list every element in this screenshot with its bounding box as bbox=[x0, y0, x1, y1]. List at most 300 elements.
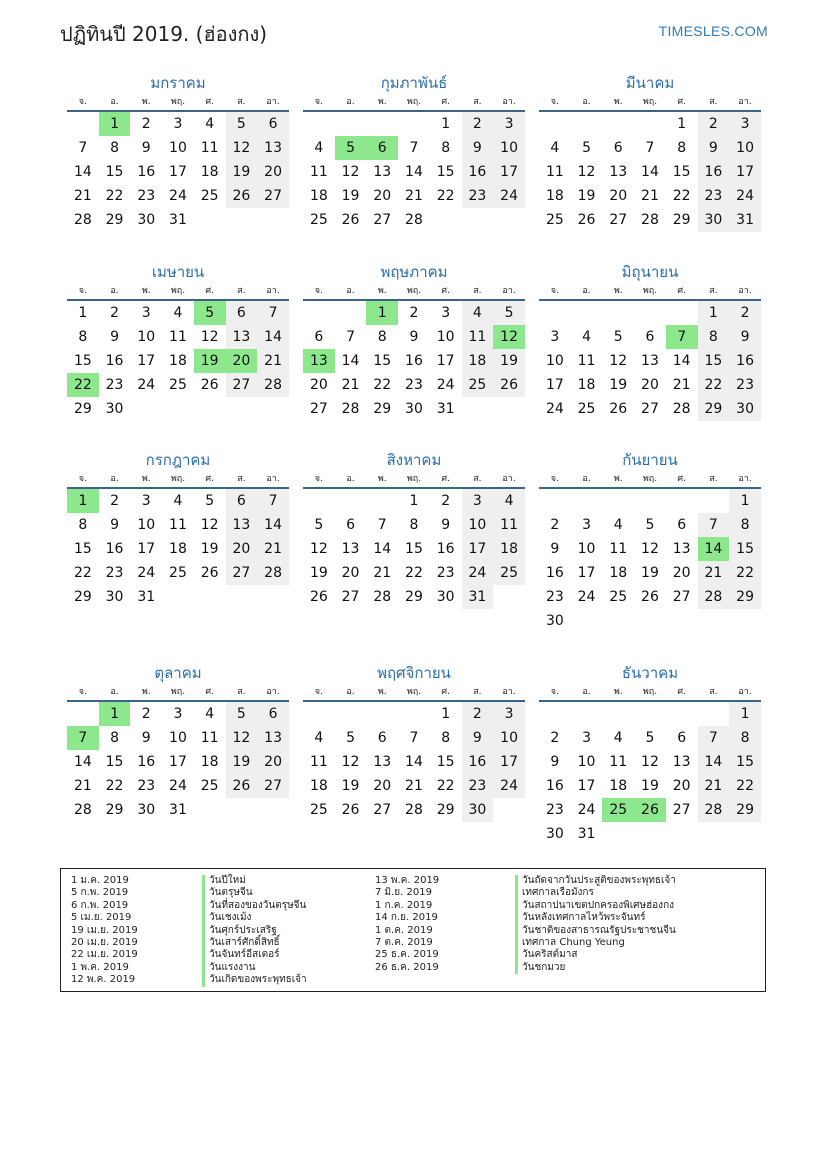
weekday-label: พฤ. bbox=[406, 97, 422, 107]
day-cell: 14 bbox=[73, 754, 92, 770]
weekday-label: พฤ. bbox=[170, 474, 186, 484]
day-cell: 18 bbox=[609, 778, 628, 794]
day-cell: 11 bbox=[493, 513, 525, 537]
day-cell: 13 bbox=[226, 325, 258, 349]
day-cell: 17 bbox=[436, 353, 455, 369]
brand-link[interactable]: TIMESLES.COM bbox=[658, 23, 768, 39]
day-cell: 8 bbox=[729, 726, 761, 750]
day-cell: 28 bbox=[257, 373, 289, 397]
day-cell: 11 bbox=[609, 541, 628, 557]
day-cell: 5 bbox=[582, 140, 592, 156]
day-cell: 4 bbox=[462, 301, 494, 325]
day-cell: 1 bbox=[729, 489, 761, 513]
day-cell: 11 bbox=[200, 730, 219, 746]
day-cell: 15 bbox=[373, 353, 392, 369]
day-cell: 22 bbox=[436, 778, 455, 794]
day-cell: 3 bbox=[550, 329, 560, 345]
day-cell: 25 bbox=[200, 188, 219, 204]
day-cell: 26 bbox=[609, 401, 628, 417]
day-cell: 18 bbox=[200, 164, 219, 180]
day-cell: 1 bbox=[67, 489, 99, 513]
day-cell: 4 bbox=[493, 489, 525, 513]
empty-cell bbox=[666, 702, 698, 726]
day-cell: 25 bbox=[309, 802, 328, 818]
day-cell: 30 bbox=[698, 208, 730, 232]
weekday-label: อ. bbox=[110, 474, 119, 484]
day-cell: 3 bbox=[582, 517, 592, 533]
month-block bbox=[67, 261, 289, 421]
day-cell: 30 bbox=[462, 798, 494, 822]
month-name: ตุลาคม bbox=[154, 664, 202, 682]
weekday-label: ศ. bbox=[441, 474, 450, 484]
day-cell: 7 bbox=[257, 489, 289, 513]
empty-cell bbox=[571, 112, 603, 136]
legend-date: 1 ต.ค. 2019 bbox=[375, 924, 433, 936]
legend-date: 1 ก.ค. 2019 bbox=[375, 899, 433, 911]
day-cell: 20 bbox=[309, 377, 328, 393]
legend-date: 7 ต.ค. 2019 bbox=[375, 936, 433, 948]
day-cell: 26 bbox=[226, 774, 258, 798]
empty-cell bbox=[67, 112, 99, 136]
empty-cell bbox=[602, 301, 634, 325]
day-cell: 28 bbox=[672, 401, 691, 417]
day-cell: 1 bbox=[441, 116, 451, 132]
day-cell: 29 bbox=[73, 401, 92, 417]
legend-date: 5 ก.พ. 2019 bbox=[71, 887, 129, 899]
day-cell: 14 bbox=[257, 325, 289, 349]
day-cell: 17 bbox=[577, 565, 596, 581]
day-cell: 6 bbox=[677, 730, 687, 746]
day-cell: 18 bbox=[577, 377, 596, 393]
day-cell: 6 bbox=[257, 702, 289, 726]
day-cell: 31 bbox=[436, 401, 455, 417]
weekday-header bbox=[539, 94, 761, 112]
day-cell: 16 bbox=[462, 750, 494, 774]
day-cell: 24 bbox=[493, 774, 525, 798]
day-cell: 20 bbox=[226, 537, 258, 561]
day-cell: 9 bbox=[409, 329, 419, 345]
day-cell: 23 bbox=[729, 373, 761, 397]
day-cell: 14 bbox=[672, 353, 691, 369]
day-cell: 1 bbox=[441, 706, 451, 722]
day-cell: 21 bbox=[405, 188, 423, 204]
day-cell: 19 bbox=[577, 188, 596, 204]
day-cell: 6 bbox=[226, 489, 258, 513]
weekday-header bbox=[539, 283, 761, 301]
day-cell: 14 bbox=[73, 164, 92, 180]
day-cell: 27 bbox=[672, 802, 691, 818]
day-cell: 27 bbox=[257, 774, 289, 798]
legend-date: 19 เม.ย. 2019 bbox=[71, 924, 138, 936]
day-cell: 11 bbox=[169, 329, 187, 345]
weekday-label: พฤ. bbox=[406, 474, 422, 484]
day-cell: 22 bbox=[436, 188, 455, 204]
empty-cell bbox=[67, 702, 99, 726]
day-cell: 5 bbox=[613, 329, 623, 345]
day-cell: 16 bbox=[545, 565, 564, 581]
weekday-label: พฤ. bbox=[642, 286, 658, 296]
day-cell: 27 bbox=[641, 401, 659, 417]
weekday-label: พ. bbox=[613, 286, 623, 296]
day-cell: 7 bbox=[67, 726, 99, 750]
day-cell: 8 bbox=[78, 517, 88, 533]
day-cell: 28 bbox=[698, 585, 730, 609]
day-cell: 4 bbox=[173, 305, 183, 321]
day-cell: 12 bbox=[577, 164, 596, 180]
weekday-header bbox=[539, 684, 761, 702]
day-cell: 15 bbox=[405, 541, 423, 557]
weekday-label: ส. bbox=[473, 97, 482, 107]
day-cell: 22 bbox=[672, 188, 691, 204]
legend-date: 1 ม.ค. 2019 bbox=[71, 875, 129, 886]
day-cell: 4 bbox=[205, 116, 215, 132]
day-cell: 4 bbox=[205, 706, 215, 722]
day-cell: 10 bbox=[436, 329, 455, 345]
day-cell: 20 bbox=[373, 778, 392, 794]
day-cell: 26 bbox=[341, 212, 360, 228]
empty-cell bbox=[303, 702, 335, 726]
day-cell: 24 bbox=[169, 778, 187, 794]
weekday-label: จ. bbox=[550, 286, 559, 296]
weekday-label: ศ. bbox=[441, 687, 450, 697]
day-cell: 19 bbox=[641, 565, 659, 581]
days-grid bbox=[539, 112, 761, 232]
weekday-label: ศ. bbox=[677, 687, 686, 697]
legend-names-col-1 bbox=[202, 875, 307, 987]
day-cell: 5 bbox=[346, 730, 356, 746]
day-cell: 2 bbox=[698, 112, 730, 136]
day-cell: 12 bbox=[341, 754, 360, 770]
weekday-label: อา. bbox=[266, 286, 280, 296]
legend-holiday-name: วันศุกร์ประเสริฐ bbox=[202, 925, 307, 937]
day-cell: 8 bbox=[409, 517, 419, 533]
day-cell: 27 bbox=[672, 589, 691, 605]
day-cell: 23 bbox=[105, 565, 124, 581]
day-cell: 30 bbox=[405, 401, 423, 417]
day-cell: 31 bbox=[462, 585, 494, 609]
day-cell: 25 bbox=[609, 589, 628, 605]
day-cell: 25 bbox=[493, 561, 525, 585]
day-cell: 4 bbox=[613, 517, 623, 533]
day-cell: 17 bbox=[493, 160, 525, 184]
day-cell: 10 bbox=[493, 726, 525, 750]
day-cell: 10 bbox=[577, 541, 596, 557]
day-cell: 30 bbox=[545, 613, 564, 629]
legend-date: 1 พ.ค. 2019 bbox=[71, 961, 129, 973]
day-cell: 5 bbox=[493, 301, 525, 325]
day-cell: 8 bbox=[698, 325, 730, 349]
weekday-label: ส. bbox=[237, 474, 246, 484]
legend-holiday-name: วันชาติของสาธารณรัฐประชาชนจีน bbox=[515, 925, 676, 937]
day-cell: 13 bbox=[226, 513, 258, 537]
weekday-label: จ. bbox=[314, 286, 323, 296]
weekday-label: ศ. bbox=[205, 286, 214, 296]
weekday-label: อา. bbox=[738, 286, 752, 296]
day-cell: 14 bbox=[641, 164, 659, 180]
day-cell: 3 bbox=[493, 112, 525, 136]
day-cell: 7 bbox=[698, 513, 730, 537]
day-cell: 18 bbox=[200, 754, 219, 770]
day-cell: 11 bbox=[309, 164, 328, 180]
day-cell: 25 bbox=[602, 798, 634, 822]
weekday-label: ศ. bbox=[677, 97, 686, 107]
day-cell: 9 bbox=[462, 726, 494, 750]
legend-holiday-name: วันที่สองของวันตรุษจีน bbox=[202, 900, 307, 912]
empty-cell bbox=[303, 301, 335, 325]
day-cell: 23 bbox=[462, 774, 494, 798]
day-cell: 7 bbox=[377, 517, 387, 533]
day-cell: 9 bbox=[550, 541, 560, 557]
day-cell: 15 bbox=[729, 537, 761, 561]
day-cell: 24 bbox=[169, 188, 187, 204]
day-cell: 25 bbox=[545, 212, 564, 228]
day-cell: 21 bbox=[73, 778, 92, 794]
day-cell: 21 bbox=[641, 188, 659, 204]
empty-cell bbox=[335, 112, 367, 136]
empty-cell bbox=[698, 489, 730, 513]
weekday-label: อ. bbox=[110, 97, 119, 107]
day-cell: 15 bbox=[672, 164, 691, 180]
day-cell: 16 bbox=[105, 353, 124, 369]
day-cell: 30 bbox=[545, 826, 564, 842]
day-cell: 22 bbox=[105, 188, 124, 204]
day-cell: 10 bbox=[577, 754, 596, 770]
day-cell: 22 bbox=[698, 373, 730, 397]
day-cell: 10 bbox=[462, 513, 494, 537]
weekday-label: พฤ. bbox=[406, 286, 422, 296]
weekday-label: ส. bbox=[709, 687, 718, 697]
weekday-label: จ. bbox=[314, 687, 323, 697]
day-cell: 28 bbox=[641, 212, 659, 228]
weekday-label: พ. bbox=[377, 474, 387, 484]
weekday-label: อา. bbox=[738, 687, 752, 697]
day-cell: 19 bbox=[609, 377, 628, 393]
day-cell: 9 bbox=[550, 754, 560, 770]
weekday-label: ส. bbox=[237, 97, 246, 107]
day-cell: 29 bbox=[436, 802, 455, 818]
weekday-label: อ. bbox=[582, 687, 591, 697]
day-cell: 26 bbox=[577, 212, 596, 228]
day-cell: 27 bbox=[373, 212, 392, 228]
day-cell: 26 bbox=[309, 589, 328, 605]
day-cell: 18 bbox=[169, 541, 187, 557]
weekday-label: อา. bbox=[502, 687, 516, 697]
weekday-label: อ. bbox=[346, 97, 355, 107]
day-cell: 20 bbox=[341, 565, 360, 581]
day-cell: 20 bbox=[226, 349, 258, 373]
day-cell: 23 bbox=[137, 778, 156, 794]
empty-cell bbox=[602, 489, 634, 513]
day-cell: 20 bbox=[373, 188, 392, 204]
day-cell: 30 bbox=[105, 401, 124, 417]
day-cell: 22 bbox=[73, 565, 92, 581]
day-cell: 9 bbox=[141, 140, 151, 156]
empty-cell bbox=[335, 702, 367, 726]
legend-date: 25 ธ.ค. 2019 bbox=[375, 949, 439, 961]
day-cell: 23 bbox=[105, 377, 124, 393]
day-cell: 23 bbox=[545, 802, 564, 818]
day-cell: 11 bbox=[309, 754, 328, 770]
day-cell: 7 bbox=[78, 140, 88, 156]
day-cell: 17 bbox=[137, 541, 156, 557]
legend-names-col-2 bbox=[515, 875, 676, 974]
day-cell: 12 bbox=[641, 754, 659, 770]
month-block bbox=[67, 72, 289, 232]
day-cell: 8 bbox=[78, 329, 88, 345]
weekday-label: อา. bbox=[738, 474, 752, 484]
day-cell: 28 bbox=[73, 212, 92, 228]
weekday-label: ส. bbox=[473, 687, 482, 697]
day-cell: 17 bbox=[493, 750, 525, 774]
day-cell: 28 bbox=[405, 802, 423, 818]
day-cell: 26 bbox=[200, 565, 219, 581]
day-cell: 26 bbox=[341, 802, 360, 818]
day-cell: 6 bbox=[377, 730, 387, 746]
day-cell: 12 bbox=[200, 517, 219, 533]
day-cell: 15 bbox=[436, 754, 455, 770]
day-cell: 2 bbox=[141, 116, 151, 132]
day-cell: 27 bbox=[226, 561, 258, 585]
day-cell: 4 bbox=[314, 140, 324, 156]
day-cell: 9 bbox=[698, 136, 730, 160]
day-cell: 5 bbox=[205, 493, 215, 509]
day-cell: 6 bbox=[645, 329, 655, 345]
days-grid bbox=[67, 489, 289, 609]
legend-dates-col-1 bbox=[71, 875, 138, 987]
day-cell: 15 bbox=[436, 164, 455, 180]
day-cell: 23 bbox=[698, 184, 730, 208]
day-cell: 8 bbox=[729, 513, 761, 537]
days-grid bbox=[539, 702, 761, 846]
day-cell: 17 bbox=[577, 778, 596, 794]
day-cell: 3 bbox=[582, 730, 592, 746]
day-cell: 21 bbox=[698, 774, 730, 798]
weekday-label: ส. bbox=[237, 687, 246, 697]
day-cell: 24 bbox=[436, 377, 455, 393]
empty-cell bbox=[366, 702, 398, 726]
day-cell: 10 bbox=[169, 140, 187, 156]
weekday-header bbox=[303, 283, 525, 301]
day-cell: 15 bbox=[73, 353, 92, 369]
empty-cell bbox=[698, 702, 730, 726]
empty-cell bbox=[634, 489, 666, 513]
day-cell: 3 bbox=[729, 112, 761, 136]
day-cell: 30 bbox=[105, 589, 124, 605]
empty-cell bbox=[366, 489, 398, 513]
day-cell: 12 bbox=[493, 325, 525, 349]
empty-cell bbox=[666, 301, 698, 325]
day-cell: 17 bbox=[169, 754, 187, 770]
weekday-label: อ. bbox=[582, 286, 591, 296]
day-cell: 23 bbox=[545, 589, 564, 605]
day-cell: 22 bbox=[67, 373, 99, 397]
month-block bbox=[539, 261, 761, 421]
day-cell: 22 bbox=[405, 565, 423, 581]
legend-holiday-name: เทศกาล Chung Yeung bbox=[515, 937, 676, 949]
weekday-header bbox=[67, 94, 289, 112]
month-block bbox=[539, 72, 761, 232]
day-cell: 13 bbox=[373, 164, 392, 180]
day-cell: 4 bbox=[314, 730, 324, 746]
day-cell: 17 bbox=[137, 353, 156, 369]
legend-date: 26 ธ.ค. 2019 bbox=[375, 961, 439, 973]
day-cell: 23 bbox=[137, 188, 156, 204]
day-cell: 24 bbox=[545, 401, 564, 417]
day-cell: 17 bbox=[169, 164, 187, 180]
day-cell: 1 bbox=[729, 702, 761, 726]
weekday-header bbox=[303, 471, 525, 489]
day-cell: 24 bbox=[577, 802, 596, 818]
weekday-label: พฤ. bbox=[642, 474, 658, 484]
weekday-label: จ. bbox=[550, 97, 559, 107]
legend-holiday-name: วันเชงเม้ง bbox=[202, 912, 307, 924]
day-cell: 12 bbox=[341, 164, 360, 180]
day-cell: 15 bbox=[105, 754, 124, 770]
legend-holiday-name: วันชกมวย bbox=[515, 962, 676, 974]
day-cell: 27 bbox=[257, 184, 289, 208]
empty-cell bbox=[539, 702, 571, 726]
days-grid bbox=[539, 489, 761, 633]
weekday-label: ส. bbox=[237, 286, 246, 296]
weekday-label: อา. bbox=[738, 97, 752, 107]
day-cell: 26 bbox=[493, 373, 525, 397]
weekday-label: อา. bbox=[266, 97, 280, 107]
day-cell: 24 bbox=[729, 184, 761, 208]
day-cell: 2 bbox=[462, 702, 494, 726]
day-cell: 20 bbox=[609, 188, 628, 204]
day-cell: 16 bbox=[729, 349, 761, 373]
day-cell: 31 bbox=[729, 208, 761, 232]
day-cell: 11 bbox=[462, 325, 494, 349]
day-cell: 16 bbox=[105, 541, 124, 557]
day-cell: 20 bbox=[672, 778, 691, 794]
day-cell: 21 bbox=[672, 377, 691, 393]
day-cell: 29 bbox=[73, 589, 92, 605]
weekday-label: อา. bbox=[502, 474, 516, 484]
day-cell: 27 bbox=[373, 802, 392, 818]
weekday-label: พ. bbox=[141, 97, 151, 107]
weekday-label: จ. bbox=[314, 97, 323, 107]
day-cell: 31 bbox=[169, 802, 187, 818]
day-cell: 8 bbox=[677, 140, 687, 156]
day-cell: 7 bbox=[257, 301, 289, 325]
day-cell: 5 bbox=[645, 517, 655, 533]
weekday-label: ส. bbox=[709, 97, 718, 107]
day-cell: 12 bbox=[200, 329, 219, 345]
empty-cell bbox=[571, 489, 603, 513]
weekday-label: ศ. bbox=[677, 286, 686, 296]
day-cell: 18 bbox=[462, 349, 494, 373]
legend-holiday-name: วันคริสต์มาส bbox=[515, 949, 676, 961]
day-cell: 5 bbox=[194, 301, 226, 325]
day-cell: 30 bbox=[436, 589, 455, 605]
day-cell: 9 bbox=[462, 136, 494, 160]
day-cell: 3 bbox=[462, 489, 494, 513]
day-cell: 7 bbox=[409, 730, 419, 746]
month-block bbox=[539, 662, 761, 846]
legend-date: 5 เม.ย. 2019 bbox=[71, 912, 132, 924]
legend-holiday-name: วันเกิดของพระพุทธเจ้า bbox=[202, 974, 307, 986]
day-cell: 1 bbox=[409, 493, 419, 509]
day-cell: 1 bbox=[99, 702, 131, 726]
weekday-label: จ. bbox=[78, 286, 87, 296]
day-cell: 31 bbox=[137, 589, 156, 605]
empty-cell bbox=[634, 702, 666, 726]
day-cell: 13 bbox=[303, 349, 335, 373]
day-cell: 16 bbox=[462, 160, 494, 184]
day-cell: 18 bbox=[493, 537, 525, 561]
day-cell: 15 bbox=[698, 349, 730, 373]
